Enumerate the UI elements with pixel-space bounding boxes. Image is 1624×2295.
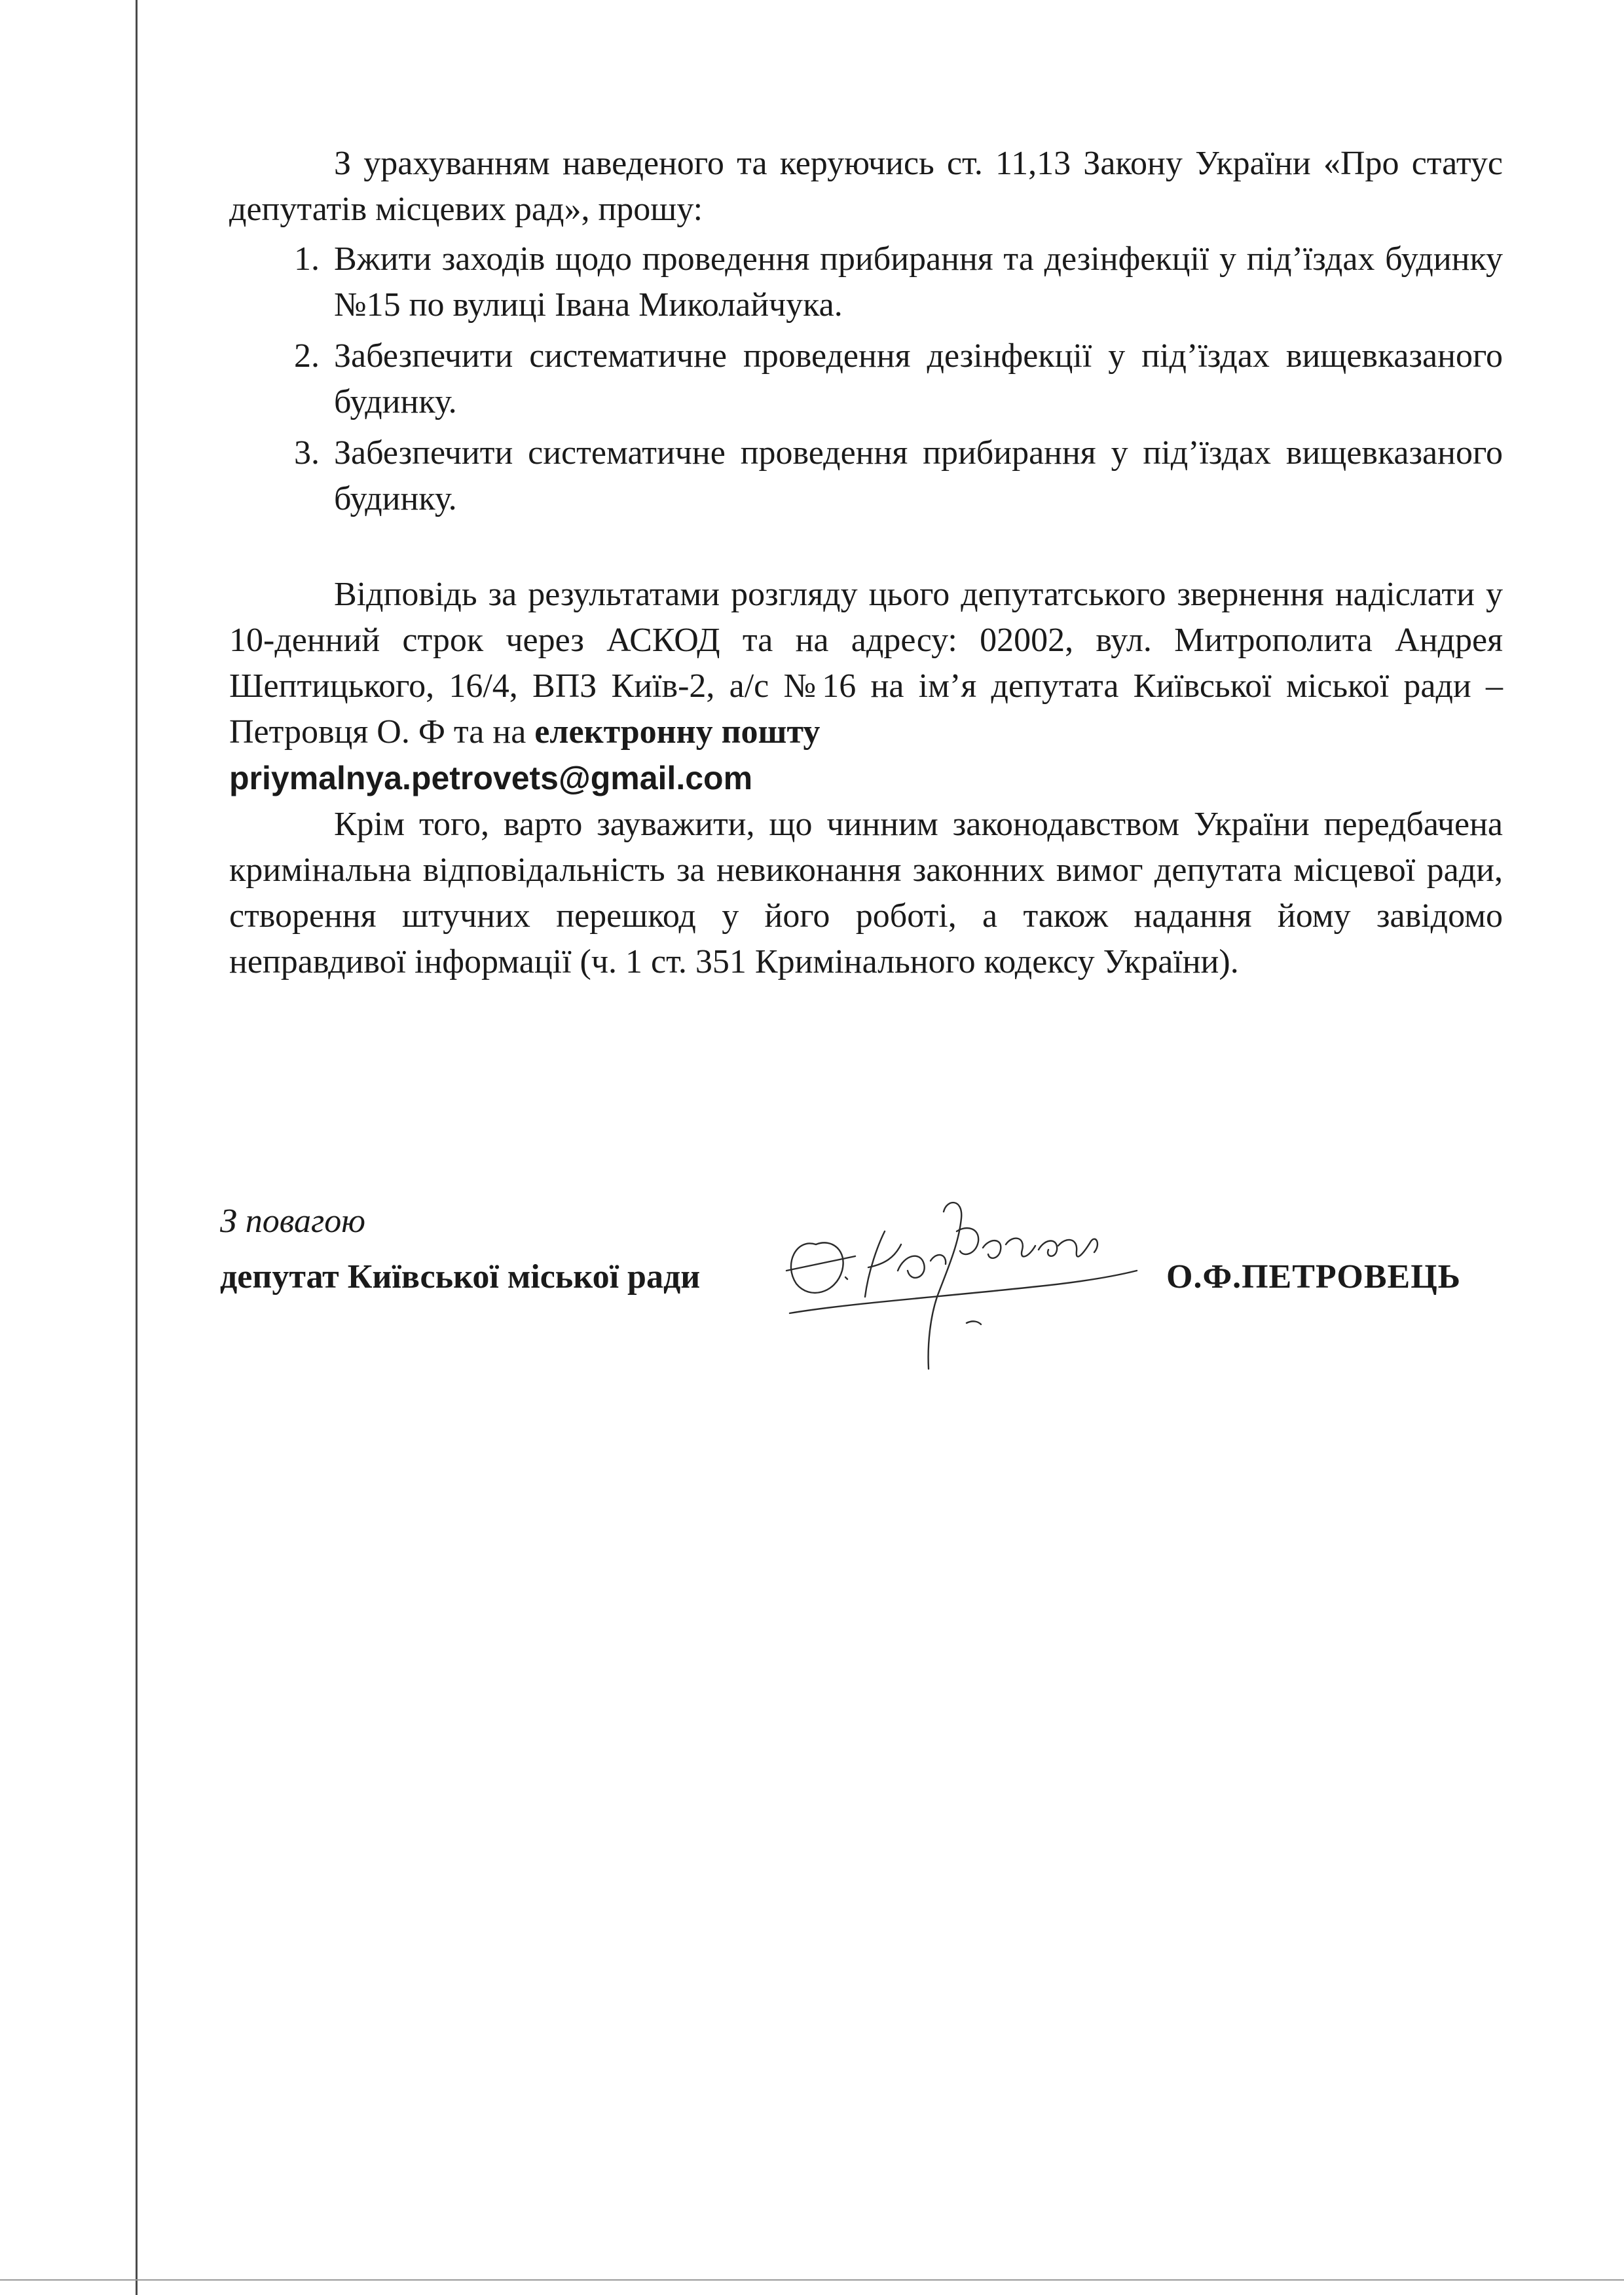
paragraph-gap bbox=[229, 527, 1503, 572]
list-item-text: Забезпечити систематичне проведення прибирання у під’їздах вищевказаного будинку. bbox=[334, 434, 1503, 517]
response-text: Відповідь за результатами розгляду цього депутатського звернення надіслати у 10-денний строк через АСКОД та на адресу: 02002, вул. Митрополита Андрея Шептицького, 16/4, ВПЗ Київ-2, а/с №16 на ім’я депутата Київської міської ради – Петровця О. Ф та на bbox=[229, 576, 1503, 751]
liability-paragraph: Крім того, варто зауважити, що чинним законодавством України передбачена кримінальна відповідальність за невиконання законних вимог депутата місцевої ради, створення штучних перешкод у його роботі, а також надання йому завідомо неправдивої інформації (ч. 1 ст. 351 Кримінального кодексу України). bbox=[229, 806, 1503, 980]
list-item bbox=[229, 430, 1503, 522]
list-item-number: 1. bbox=[294, 240, 320, 278]
scan-edge-line bbox=[136, 0, 138, 2295]
intro-paragraph: З урахуванням наведеного та керуючись ст. 11,13 Закону України «Про статус депутатів місцевих рад», прошу: bbox=[229, 145, 1503, 228]
signature-block bbox=[220, 1202, 1530, 1385]
email-lead: електронну пошту bbox=[534, 713, 821, 751]
signer-position: депутат Київської міської ради bbox=[220, 1258, 701, 1296]
email-address: priymalnya.petrovets@gmail.com bbox=[229, 760, 753, 796]
list-item-number: 3. bbox=[294, 434, 320, 472]
list-item-text: Вжити заходів щодо проведення прибирання та дезінфекції у під’їздах будинку №15 по вулиці Івана Миколайчука. bbox=[334, 240, 1503, 324]
regards-text: З повагою bbox=[220, 1203, 365, 1240]
list-item bbox=[229, 236, 1503, 328]
list-item-text: Забезпечити систематичне проведення дезінфекції у під’їздах вищевказаного будинку. bbox=[334, 337, 1503, 420]
list-item bbox=[229, 333, 1503, 425]
response-paragraph bbox=[229, 572, 1503, 802]
signer-name: О.Ф.ПЕТРОВЕЦЬ bbox=[1166, 1258, 1462, 1296]
scan-bottom-line bbox=[0, 2279, 1624, 2281]
handwritten-signature bbox=[770, 1172, 1176, 1389]
list-item-number: 2. bbox=[294, 337, 320, 375]
document-body bbox=[229, 141, 1503, 985]
request-list bbox=[229, 236, 1503, 522]
